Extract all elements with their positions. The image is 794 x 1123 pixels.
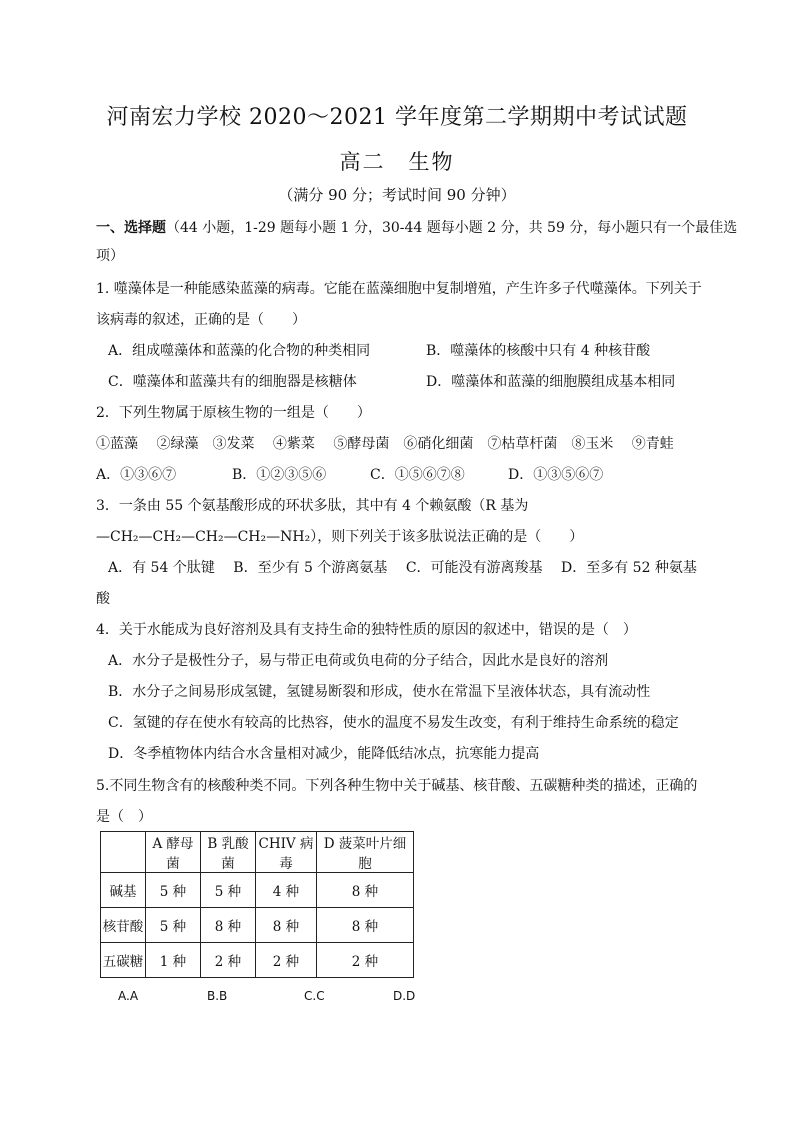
q1-option-a: A．组成噬藻体和蓝藻的化合物的种类相同 — [108, 343, 371, 359]
table-header-cell: D 菠菜叶片细胞 — [317, 832, 414, 873]
table-row — [101, 908, 414, 943]
q2-option-a: A．①③⑥⑦ — [96, 467, 177, 483]
exam-note: （满分 90 分；考试时间 90 分钟） — [278, 186, 516, 204]
q3-stem-line1: 3．一条由 55 个氨基酸形成的环状多肽，其中有 4 个赖氨酸（R 基为 — [96, 498, 529, 514]
table-header-row — [101, 832, 414, 873]
table-cell: 2 种 — [256, 943, 317, 978]
q2-items: ①蓝藻 ②绿藻 ③发菜 ④紫菜 ⑤酵母菌 ⑥硝化细菌 ⑦枯草杆菌 ⑧玉米 ⑨青蛙 — [96, 436, 674, 452]
q1-option-b: B．噬藻体的核酸中只有 4 种核苷酸 — [426, 343, 651, 359]
q4-stem: 4．关于水能成为良好溶剂及具有支持生命的独特性质的原因的叙述中，错误的是（ ） — [96, 622, 637, 638]
q5-stem-line2: 是（ ） — [96, 809, 152, 825]
section-heading — [96, 218, 737, 238]
q4-option-c: C．氢键的存在使水有较高的比热容，使水的温度不易发生改变，有利于维持生命系统的稳定 — [108, 715, 679, 731]
q5-answer-c: C.C — [304, 989, 325, 1003]
q4-option-d: D．冬季植物体内结合水含量相对减少，能降低结冰点，抗寒能力提高 — [108, 746, 540, 762]
q2-option-b: B．①②③⑤⑥ — [232, 467, 327, 483]
q3-stem-line2: —CH₂—CH₂—CH₂—CH₂—NH₂），则下列关于该多肽说法正确的是（ ） — [96, 529, 584, 545]
q5-stem-line1: 5.不同生物含有的核酸种类不同。下列各种生物中关于碱基、核苷酸、五碳糖种类的描述，正确的 — [96, 778, 698, 794]
table-header-cell: A 酵母菌 — [146, 832, 201, 873]
table-cell: 4 种 — [256, 873, 317, 908]
q4-option-b: B．水分子之间易形成氢键，氢键易断裂和形成，使水在常温下呈液体状态，具有流动性 — [108, 684, 651, 700]
q2-option-c: C．①⑤⑥⑦⑧ — [370, 467, 465, 483]
table-cell: 5 种 — [146, 873, 201, 908]
table-cell: 碱基 — [101, 873, 146, 908]
q1-option-c: C．噬藻体和蓝藻共有的细胞器是核糖体 — [108, 374, 357, 390]
table-header-cell — [101, 832, 146, 873]
table-cell: 2 种 — [201, 943, 256, 978]
table-cell: 五碳糖 — [101, 943, 146, 978]
table-cell: 8 种 — [317, 908, 414, 943]
section-desc-line1: （44 小题，1-29 题每小题 1 分，30-44 题每小题 2 分，共 59 分，每小题只有一个最佳选 — [166, 220, 738, 236]
table-cell: 8 种 — [317, 873, 414, 908]
q5-answer-a: A.A — [118, 989, 139, 1003]
table-header-cell: CHIV 病毒 — [256, 832, 317, 873]
table-row — [101, 873, 414, 908]
table-cell: 8 种 — [201, 908, 256, 943]
section-label: 一、选择题 — [96, 220, 166, 236]
table-cell: 8 种 — [256, 908, 317, 943]
section-desc-line2: 项） — [96, 248, 124, 264]
q3-options-line1: A．有 54 个肽键 B．至少有 5 个游离氨基 C．可能没有游离羧基 D．至多有 52 种氨基 — [108, 560, 697, 576]
q5-answer-d: D.D — [393, 989, 416, 1003]
q5-answer-b: B.B — [207, 989, 228, 1003]
exam-subtitle: 高二 生物 — [339, 150, 455, 174]
q1-option-d: D．噬藻体和蓝藻的细胞膜组成基本相同 — [426, 374, 676, 390]
table-cell: 核苷酸 — [101, 908, 146, 943]
table-cell: 5 种 — [146, 908, 201, 943]
q1-stem-line2: 该病毒的叙述，正确的是（ ） — [96, 312, 306, 328]
q4-option-a: A．水分子是极性分子，易与带正电荷或负电荷的分子结合，因此水是良好的溶剂 — [108, 653, 609, 669]
q2-stem: 2．下列生物属于原核生物的一组是（ ） — [96, 405, 371, 421]
q1-stem-line1: 1. 噬藻体是一种能感染蓝藻的病毒。它能在蓝藻细胞中复制增殖，产生许多子代噬藻体。下列关于 — [96, 281, 702, 297]
table-cell: 1 种 — [146, 943, 201, 978]
table-row — [101, 943, 414, 978]
table-header-cell: B 乳酸菌 — [201, 832, 256, 873]
table-cell: 5 种 — [201, 873, 256, 908]
q5-table — [100, 831, 414, 978]
table-cell: 2 种 — [317, 943, 414, 978]
exam-title: 河南宏力学校 2020～2021 学年度第二学期期中考试试题 — [106, 105, 688, 130]
q2-option-d: D．①③⑤⑥⑦ — [508, 467, 604, 483]
q3-options-line2: 酸 — [96, 591, 110, 607]
